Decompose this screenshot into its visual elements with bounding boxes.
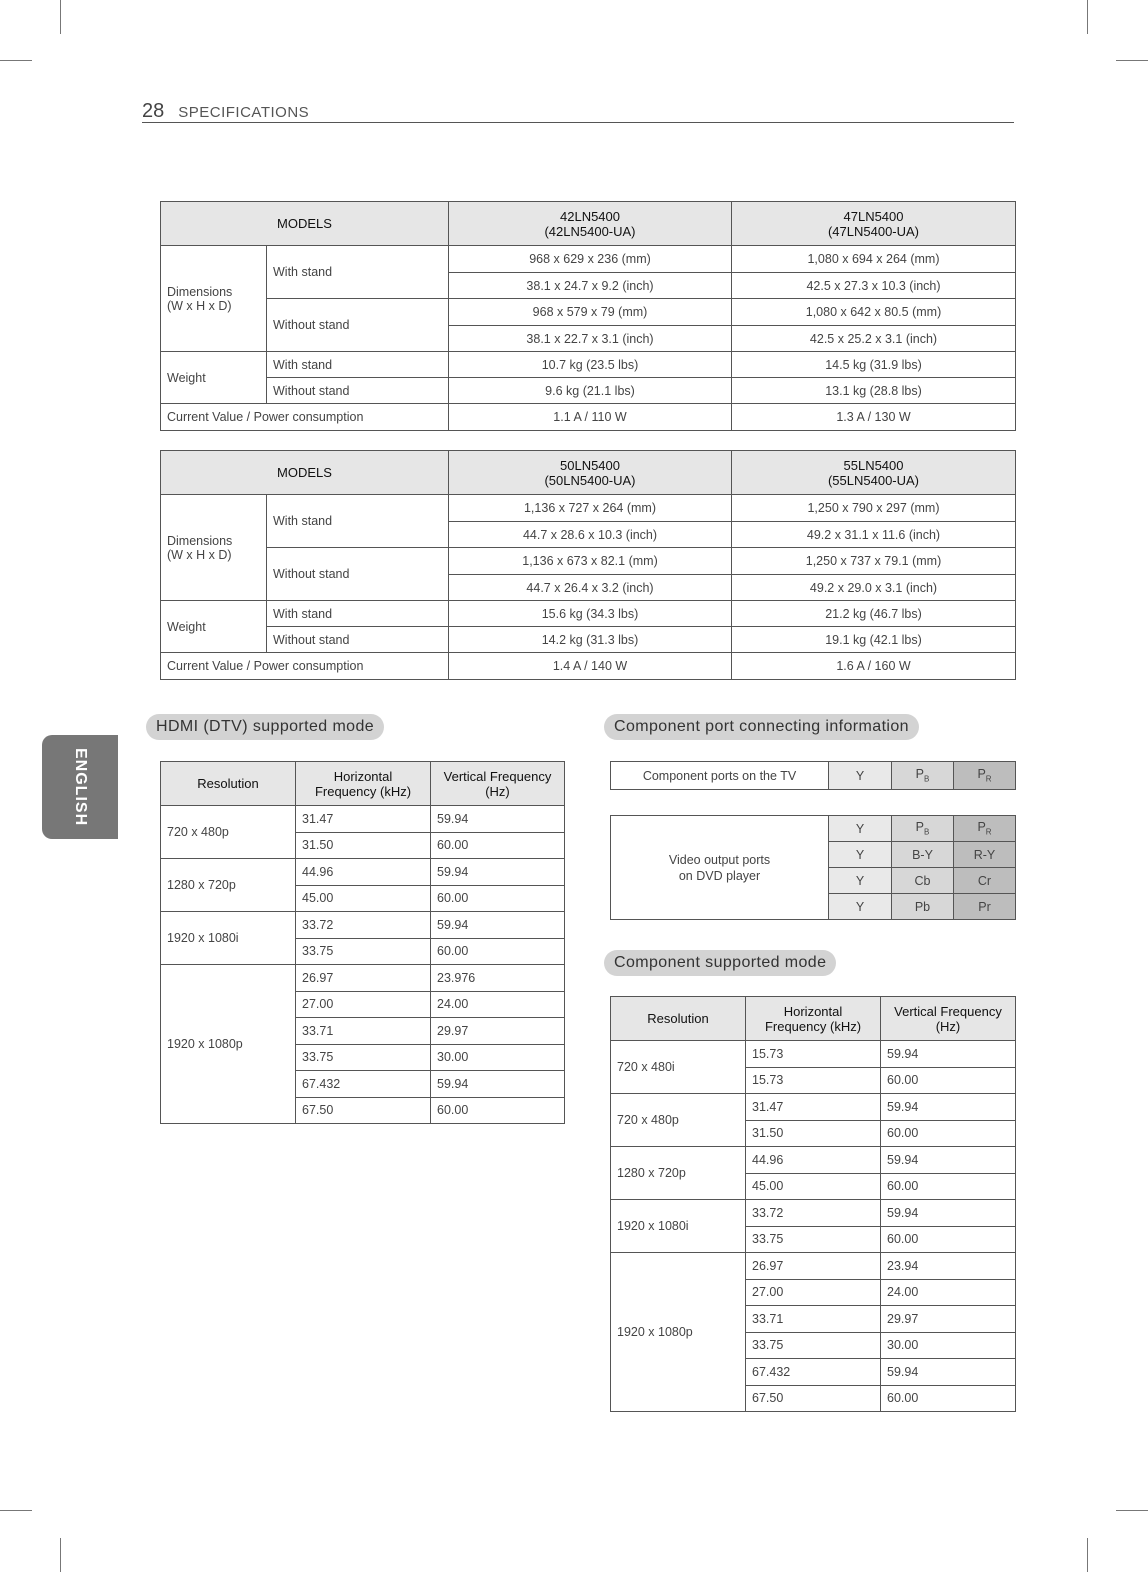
vertical-frequency-cell: 60.00	[431, 832, 565, 859]
horizontal-frequency-cell: 33.75	[746, 1332, 881, 1359]
port-cb: Cb	[892, 868, 954, 894]
model-header: 55LN5400 (55LN5400-UA)	[732, 451, 1016, 495]
power-label: Current Value / Power consumption	[161, 653, 449, 680]
port-pr: Pr	[954, 894, 1016, 920]
spec-cell: 38.1 x 24.7 x 9.2 (inch)	[449, 273, 732, 299]
crop-mark	[1087, 1538, 1088, 1572]
vertical-frequency-header: Vertical Frequency (Hz)	[431, 762, 565, 806]
spec-cell: 21.2 kg (46.7 lbs)	[732, 601, 1016, 627]
page-header	[142, 100, 1014, 123]
spec-cell: 14.2 kg (31.3 lbs)	[449, 627, 732, 653]
vertical-frequency-cell: 59.94	[881, 1200, 1016, 1227]
spec-cell: 1,136 x 673 x 82.1 (mm)	[449, 548, 732, 575]
crop-mark	[0, 1510, 32, 1511]
spec-cell: 38.1 x 22.7 x 3.1 (inch)	[449, 326, 732, 352]
spec-cell: 42.5 x 25.2 x 3.1 (inch)	[732, 326, 1016, 352]
resolution-cell: 1280 x 720p	[611, 1147, 746, 1200]
horizontal-frequency-cell: 31.50	[746, 1120, 881, 1147]
port-pr: $P_R$	[954, 816, 1016, 842]
horizontal-frequency-cell: 33.72	[296, 912, 431, 939]
port-pb: $P_B$	[892, 762, 954, 790]
with-stand-label: With stand	[267, 246, 449, 299]
vertical-frequency-cell: 59.94	[431, 806, 565, 833]
port-b-y: B-Y	[892, 842, 954, 868]
port-y: Y	[829, 762, 892, 790]
spec-cell: 13.1 kg (28.8 lbs)	[732, 378, 1016, 404]
hdmi-section-title: HDMI (DTV) supported mode	[146, 714, 384, 740]
language-tab	[42, 735, 118, 839]
table-row	[161, 912, 565, 939]
horizontal-frequency-cell: 45.00	[296, 885, 431, 912]
section-title: SPECIFICATIONS	[178, 104, 310, 121]
without-stand-label: Without stand	[267, 299, 449, 352]
vertical-frequency-cell: 59.94	[431, 912, 565, 939]
spec-cell: 44.7 x 26.4 x 3.2 (inch)	[449, 575, 732, 601]
port-r-y: R-Y	[954, 842, 1016, 868]
horizontal-frequency-cell: 67.50	[746, 1385, 881, 1412]
table-row	[161, 806, 565, 833]
spec-table-1	[160, 201, 1016, 431]
port-pb: Pb	[892, 894, 954, 920]
without-stand-label: Without stand	[267, 378, 449, 404]
port-pr: $P_R$	[954, 762, 1016, 790]
vertical-frequency-cell: 60.00	[881, 1067, 1016, 1094]
horizontal-frequency-cell: 33.71	[296, 1018, 431, 1045]
horizontal-frequency-cell: 26.97	[296, 965, 431, 992]
tv-ports-label: Component ports on the TV	[611, 762, 829, 790]
horizontal-frequency-cell: 27.00	[296, 991, 431, 1018]
vertical-frequency-cell: 24.00	[431, 991, 565, 1018]
crop-mark	[60, 0, 61, 34]
horizontal-frequency-cell: 31.50	[296, 832, 431, 859]
spec-cell: 1,080 x 642 x 80.5 (mm)	[732, 299, 1016, 326]
without-stand-label: Without stand	[267, 548, 449, 601]
vertical-frequency-cell: 60.00	[881, 1173, 1016, 1200]
vertical-frequency-cell: 59.94	[431, 859, 565, 886]
horizontal-frequency-cell: 45.00	[746, 1173, 881, 1200]
horizontal-frequency-cell: 26.97	[746, 1253, 881, 1280]
crop-mark	[60, 1538, 61, 1572]
dvd-ports-label: Video output ports on DVD player	[611, 816, 829, 920]
models-header: MODELS	[161, 202, 449, 246]
vertical-frequency-cell: 59.94	[881, 1147, 1016, 1174]
vertical-frequency-cell: 29.97	[431, 1018, 565, 1045]
crop-mark	[1116, 1510, 1148, 1511]
spec-table-2	[160, 450, 1016, 680]
resolution-header: Resolution	[161, 762, 296, 806]
port-y: Y	[829, 842, 892, 868]
spec-cell: 1.6 A / 160 W	[732, 653, 1016, 680]
resolution-cell: 720 x 480p	[161, 806, 296, 859]
table-row	[611, 1253, 1016, 1280]
with-stand-label: With stand	[267, 352, 449, 378]
spec-cell: 49.2 x 29.0 x 3.1 (inch)	[732, 575, 1016, 601]
vertical-frequency-cell: 23.976	[431, 965, 565, 992]
horizontal-frequency-cell: 33.75	[296, 1044, 431, 1071]
horizontal-frequency-header: Horizontal Frequency (kHz)	[296, 762, 431, 806]
horizontal-frequency-cell: 67.432	[296, 1071, 431, 1098]
component-mode-table	[610, 996, 1016, 1412]
port-y: Y	[829, 816, 892, 842]
vertical-frequency-cell: 60.00	[881, 1385, 1016, 1412]
port-cr: Cr	[954, 868, 1016, 894]
spec-cell: 1,250 x 737 x 79.1 (mm)	[732, 548, 1016, 575]
language-tab-label: ENGLISH	[72, 747, 89, 827]
horizontal-frequency-cell: 67.432	[746, 1359, 881, 1386]
vertical-frequency-cell: 23.94	[881, 1253, 1016, 1280]
vertical-frequency-cell: 59.94	[881, 1094, 1016, 1121]
spec-cell: 1,080 x 694 x 264 (mm)	[732, 246, 1016, 273]
table-row	[161, 965, 565, 992]
horizontal-frequency-cell: 31.47	[746, 1094, 881, 1121]
table-row	[611, 1041, 1016, 1068]
spec-cell: 968 x 629 x 236 (mm)	[449, 246, 732, 273]
spec-cell: 44.7 x 28.6 x 10.3 (inch)	[449, 522, 732, 548]
component-mode-rows	[611, 1041, 1016, 1412]
horizontal-frequency-cell: 33.71	[746, 1306, 881, 1333]
model-header: 50LN5400 (50LN5400-UA)	[449, 451, 732, 495]
horizontal-frequency-cell: 44.96	[296, 859, 431, 886]
vertical-frequency-cell: 59.94	[431, 1071, 565, 1098]
port-y: Y	[829, 868, 892, 894]
horizontal-frequency-cell: 15.73	[746, 1041, 881, 1068]
vertical-frequency-cell: 30.00	[431, 1044, 565, 1071]
spec-cell: 42.5 x 27.3 x 10.3 (inch)	[732, 273, 1016, 299]
vertical-frequency-cell: 60.00	[431, 938, 565, 965]
vertical-frequency-cell: 60.00	[881, 1120, 1016, 1147]
horizontal-frequency-cell: 31.47	[296, 806, 431, 833]
vertical-frequency-cell: 60.00	[881, 1226, 1016, 1253]
vertical-frequency-cell: 24.00	[881, 1279, 1016, 1306]
dimensions-label: Dimensions (W x H x D)	[161, 246, 267, 352]
vertical-frequency-cell: 60.00	[431, 885, 565, 912]
with-stand-label: With stand	[267, 601, 449, 627]
table-row	[611, 1147, 1016, 1174]
spec-cell: 19.1 kg (42.1 lbs)	[732, 627, 1016, 653]
dimensions-label: Dimensions (W x H x D)	[161, 495, 267, 601]
dvd-ports-table	[610, 815, 1016, 920]
resolution-cell: 1920 x 1080p	[161, 965, 296, 1124]
resolution-cell: 720 x 480i	[611, 1041, 746, 1094]
resolution-cell: 1920 x 1080i	[161, 912, 296, 965]
vertical-frequency-cell: 29.97	[881, 1306, 1016, 1333]
hdmi-mode-table	[160, 761, 565, 1124]
models-header: MODELS	[161, 451, 449, 495]
spec-cell: 1.3 A / 130 W	[732, 404, 1016, 431]
vertical-frequency-header: Vertical Frequency (Hz)	[881, 997, 1016, 1041]
model-header: 47LN5400 (47LN5400-UA)	[732, 202, 1016, 246]
horizontal-frequency-cell: 15.73	[746, 1067, 881, 1094]
weight-label: Weight	[161, 601, 267, 653]
table-row	[611, 1200, 1016, 1227]
spec-cell: 1,136 x 727 x 264 (mm)	[449, 495, 732, 522]
horizontal-frequency-cell: 33.75	[746, 1226, 881, 1253]
spec-cell: 1,250 x 790 x 297 (mm)	[732, 495, 1016, 522]
horizontal-frequency-cell: 33.72	[746, 1200, 881, 1227]
with-stand-label: With stand	[267, 495, 449, 548]
crop-mark	[1087, 0, 1088, 34]
vertical-frequency-cell: 60.00	[431, 1097, 565, 1124]
resolution-cell: 1920 x 1080i	[611, 1200, 746, 1253]
without-stand-label: Without stand	[267, 627, 449, 653]
port-y: Y	[829, 894, 892, 920]
spec-cell: 9.6 kg (21.1 lbs)	[449, 378, 732, 404]
horizontal-frequency-cell: 44.96	[746, 1147, 881, 1174]
spec-cell: 14.5 kg (31.9 lbs)	[732, 352, 1016, 378]
horizontal-frequency-cell: 27.00	[746, 1279, 881, 1306]
spec-cell: 49.2 x 31.1 x 11.6 (inch)	[732, 522, 1016, 548]
tv-ports-table	[610, 761, 1016, 790]
horizontal-frequency-header: Horizontal Frequency (kHz)	[746, 997, 881, 1041]
resolution-cell: 1280 x 720p	[161, 859, 296, 912]
crop-mark	[0, 60, 32, 61]
horizontal-frequency-cell: 33.75	[296, 938, 431, 965]
spec-cell: 1.1 A / 110 W	[449, 404, 732, 431]
power-label: Current Value / Power consumption	[161, 404, 449, 431]
resolution-header: Resolution	[611, 997, 746, 1041]
resolution-cell: 1920 x 1080p	[611, 1253, 746, 1412]
vertical-frequency-cell: 59.94	[881, 1041, 1016, 1068]
table-row	[611, 1094, 1016, 1121]
horizontal-frequency-cell: 67.50	[296, 1097, 431, 1124]
crop-mark	[1116, 60, 1148, 61]
spec-cell: 1.4 A / 140 W	[449, 653, 732, 680]
table-row	[161, 859, 565, 886]
component-mode-section-title: Component supported mode	[604, 950, 836, 976]
vertical-frequency-cell: 30.00	[881, 1332, 1016, 1359]
page-number: 28	[142, 100, 165, 122]
spec-cell: 15.6 kg (34.3 lbs)	[449, 601, 732, 627]
port-pb: $P_B$	[892, 816, 954, 842]
component-port-section-title: Component port connecting information	[604, 714, 919, 740]
model-header: 42LN5400 (42LN5400-UA)	[449, 202, 732, 246]
spec-cell: 10.7 kg (23.5 lbs)	[449, 352, 732, 378]
resolution-cell: 720 x 480p	[611, 1094, 746, 1147]
spec-cell: 968 x 579 x 79 (mm)	[449, 299, 732, 326]
hdmi-mode-rows	[161, 806, 565, 1124]
weight-label: Weight	[161, 352, 267, 404]
vertical-frequency-cell: 59.94	[881, 1359, 1016, 1386]
